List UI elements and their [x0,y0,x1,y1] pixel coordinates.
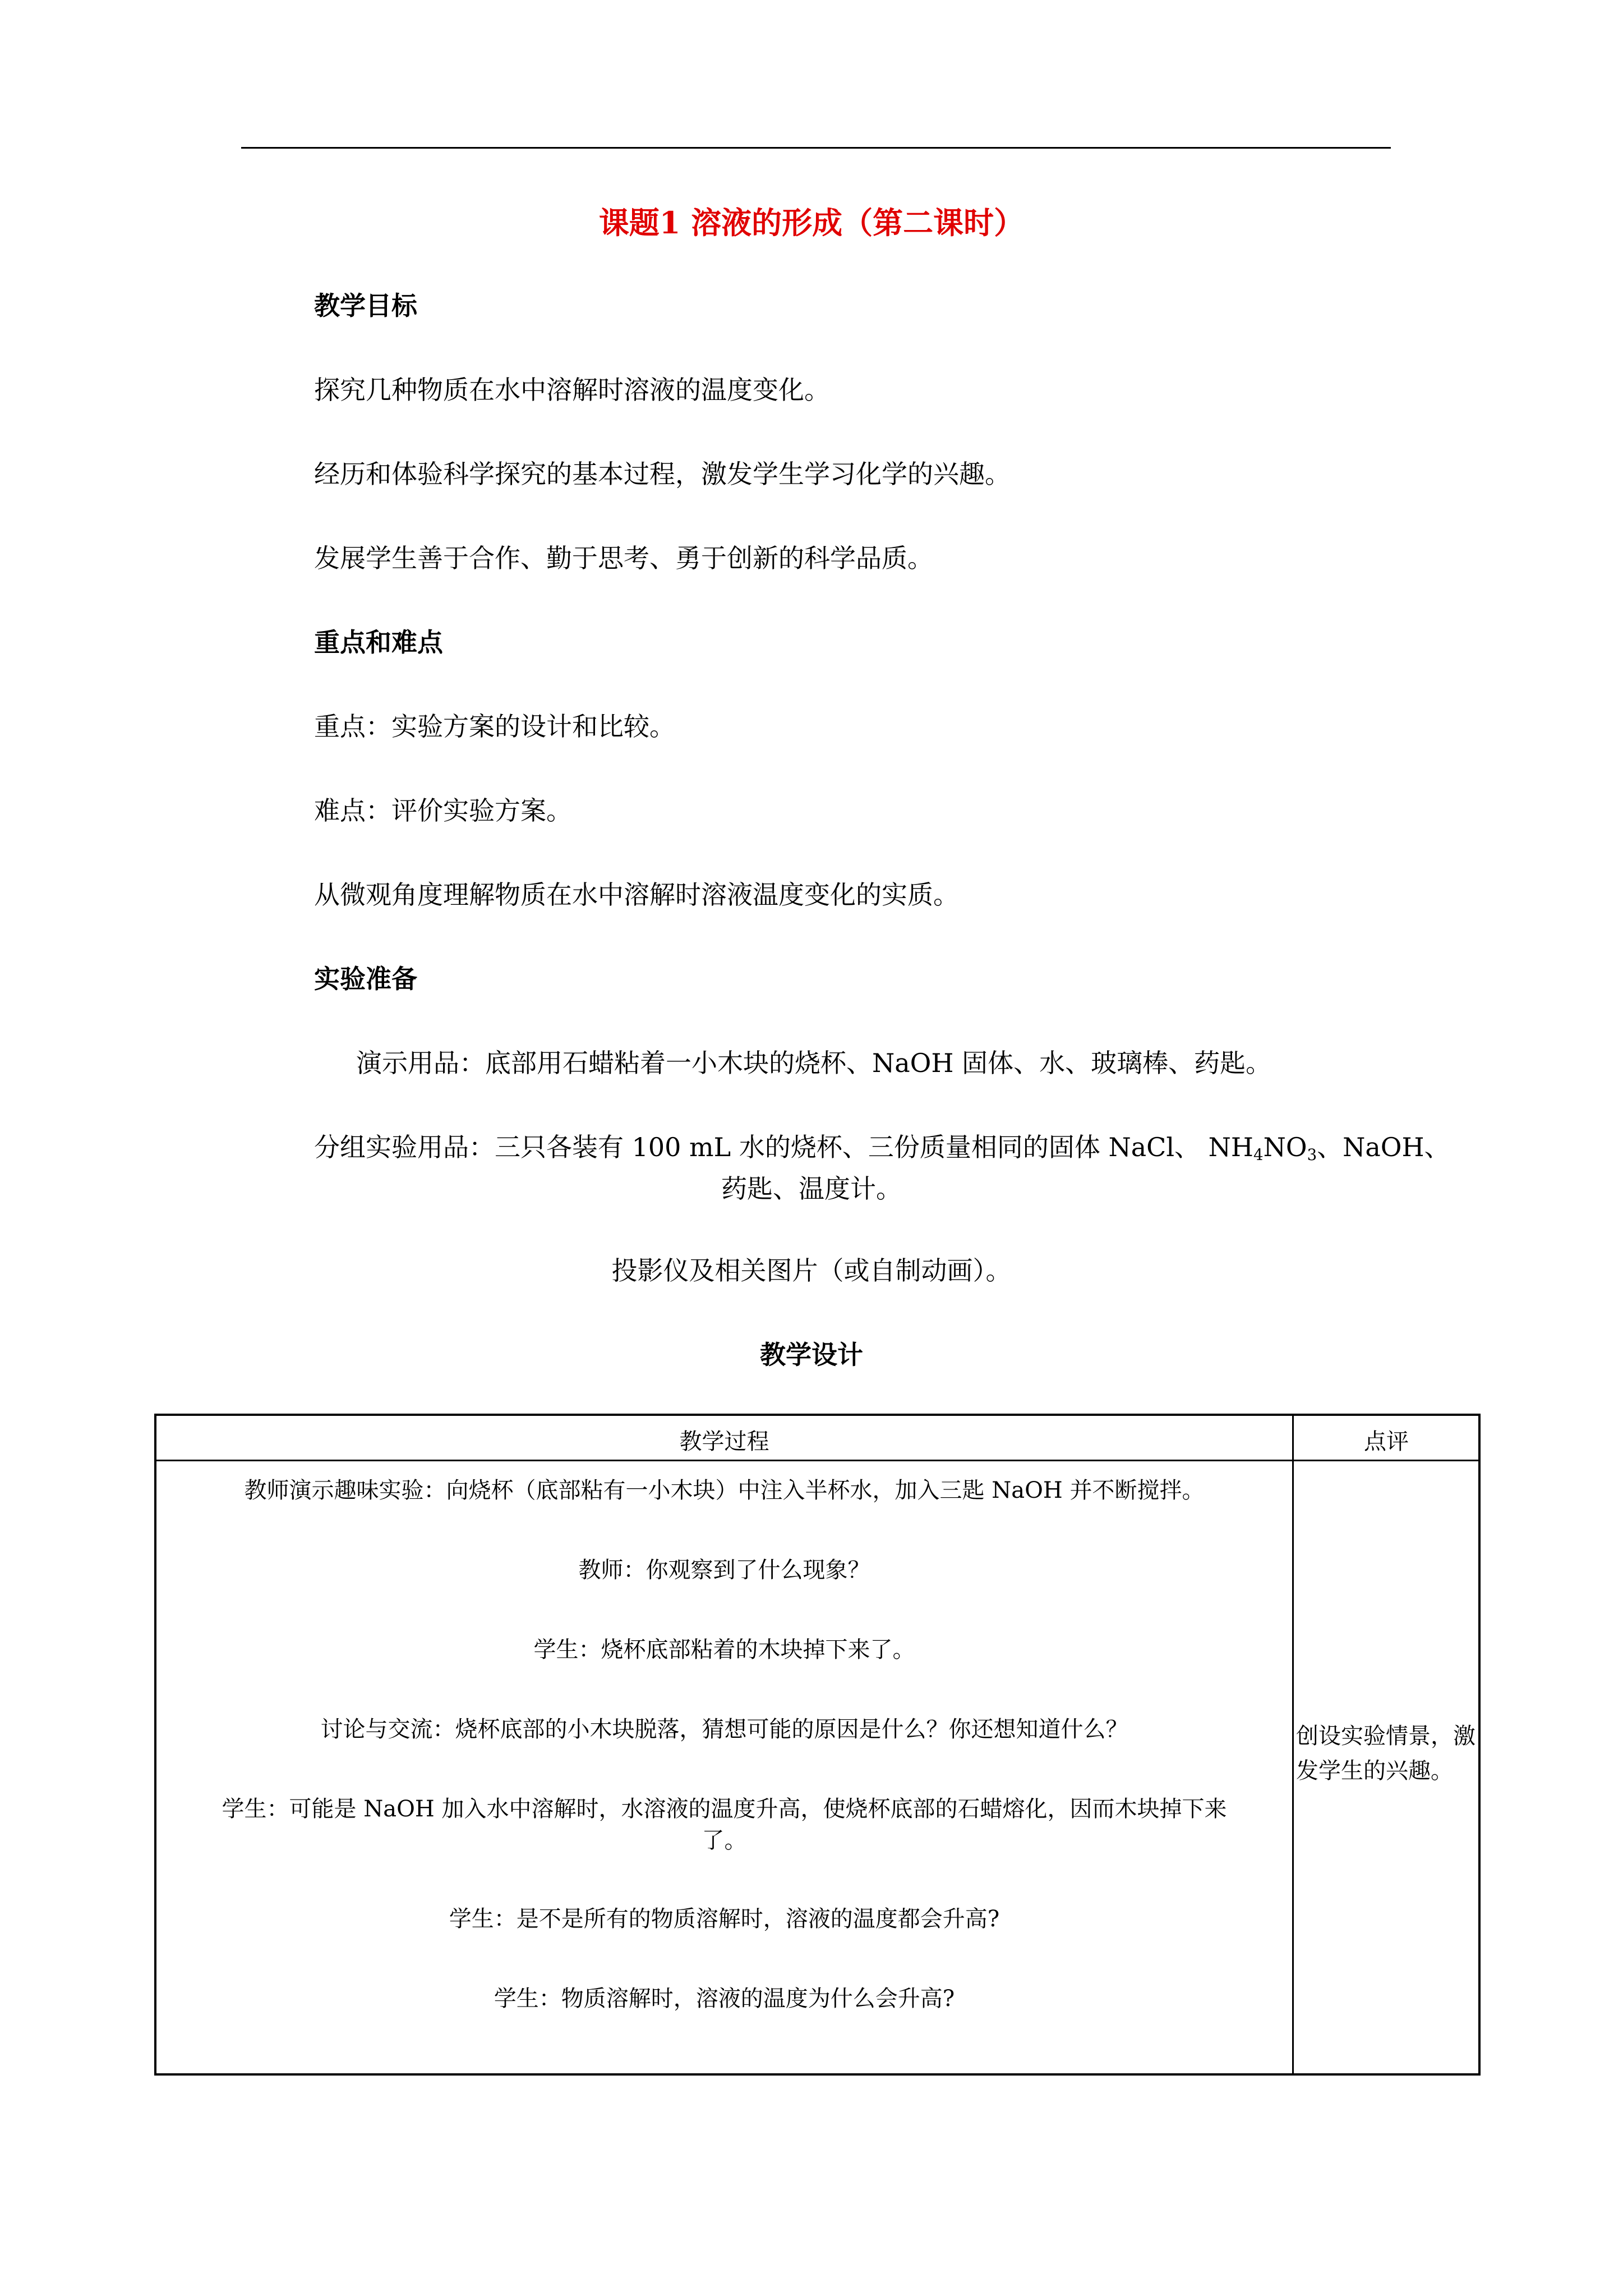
objectives-heading: 教学目标 [314,291,417,321]
key-points-heading: 重点和难点 [314,627,443,657]
group-items-suffix: 、NaOH、 [1317,1132,1450,1162]
key-point: 重点：实验方案的设计和比较。 [314,711,675,742]
process-line-3: 学生：烧杯底部粘着的木块掉下来了。 [533,1637,915,1663]
table-header-divider [156,1460,1478,1461]
objective-3: 发展学生善于合作、勤于思考、勇于创新的科学品质。 [314,543,933,573]
objective-2: 经历和体验科学探究的基本过程，激发学生学习化学的兴趣。 [314,459,1011,489]
process-line-6: 学生：是不是所有的物质溶解时，溶液的温度都会升高? [449,1906,1000,1932]
page-title: 课题1 溶液的形成（第二课时） [598,205,1025,241]
process-line-4: 讨论与交流：烧杯底部的小木块脱落，猜想可能的原因是什么？你还想知道什么？ [320,1717,1128,1742]
group-items-sub1: 4 [1253,1145,1264,1164]
process-line-7: 学生：物质溶解时，溶液的温度为什么会升高? [494,1986,955,2012]
objective-1: 探究几种物质在水中溶解时溶液的温度变化。 [314,375,830,405]
header-rule [241,147,1391,149]
demo-items: 演示用品：底部用石蜡粘着一小木块的烧杯、NaOH 固体、水、玻璃棒、药匙。 [356,1048,1272,1078]
comment-text: 创设实验情景，激发学生的兴趣。 [1296,1723,1476,1784]
micro-view: 从微观角度理解物质在水中溶解时溶液温度变化的实质。 [314,880,959,910]
table-column-divider [1292,1416,1294,2073]
process-line-1: 教师演示趣味实验：向烧杯（底部粘有一小木块）中注入半杯水，加入三匙 NaOH 并不断搅拌。 [244,1478,1205,1503]
prep-heading: 实验准备 [314,964,417,994]
header-process: 教学过程 [679,1429,769,1455]
group-items-prefix: 分组实验用品：三只各装有 100 mL 水的烧杯、三份质量相同的固体 NaCl、 NH [314,1132,1254,1162]
difficulty: 难点：评价实验方案。 [314,795,572,826]
design-heading: 教学设计 [760,1340,863,1370]
projector: 投影仪及相关图片（或自制动画）。 [611,1255,1012,1286]
group-items-mid: NO [1263,1132,1307,1162]
header-comment: 点评 [1364,1429,1409,1455]
process-line-5-cont: 了。 [702,1828,747,1853]
group-items-sub2: 3 [1307,1145,1317,1164]
process-line-2: 教师：你观察到了什么现象？ [578,1557,870,1583]
teaching-design-table [154,1414,1481,2076]
group-items-line2: 药匙、温度计。 [721,1174,902,1204]
process-line-5: 学生：可能是 NaOH 加入水中溶解时，水溶液的温度升高，使烧杯底部的石蜡熔化，因而木块掉下来 [222,1796,1227,1822]
group-items [314,1132,1450,1164]
